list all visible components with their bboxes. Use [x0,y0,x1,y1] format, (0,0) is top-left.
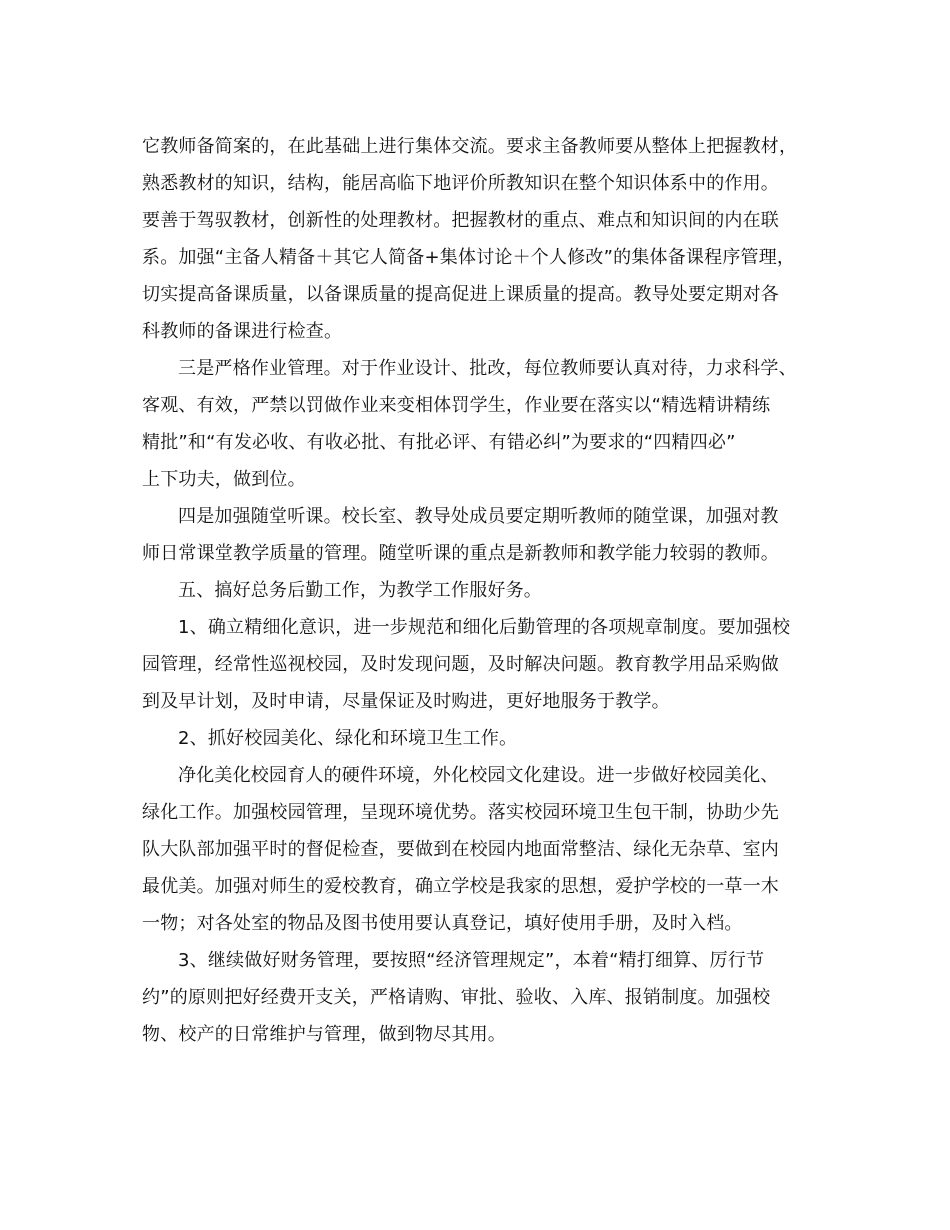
text-line: 园管理，经常性巡视校园，及时发现问题，及时解决问题。教育教学用品采购做 [142,654,779,675]
paragraph-start-line: 1、确立精细化意识，进一步规范和细化后勤管理的各项规章制度。要加强校 [178,617,791,638]
text-line: 物、校产的日常维护与管理，做到物尽其用。 [142,1024,506,1045]
document-body [142,128,822,1053]
text-line: 精批”和“有发必收、有收必批、有批必评、有错必纠”为要求的“四精四必” [142,432,736,453]
text-line: 绿化工作。加强校园管理，呈现环境优势。落实校园环境卫生包干制，协助少先 [142,802,779,823]
text-line: 上下功夫，做到位。 [142,469,306,490]
text-line: 科教师的备课进行检查。 [142,321,343,342]
paragraph-start-line: 3、继续做好财务管理，要按照“经济管理规定”，本着“精打细算、厉行节 [178,950,765,971]
paragraph-start-line: 四是加强随堂听课。校长室、教导处成员要定期听教师的随堂课，加强对教 [178,506,779,527]
text-line: 到及早计划，及时申请，尽量保证及时购进，更好地服务于教学。 [142,691,670,712]
text-line: 师日常课堂教学质量的管理。随堂听课的重点是新教师和教学能力较弱的教师。 [142,543,779,564]
text-line: 熟悉教材的知识，结构，能居高临下地评价所教知识在整个知识体系中的作用。 [142,173,779,194]
text-line: 队大队部加强平时的督促检查，要做到在校园内地面常整洁、绿化无杂草、室内 [142,839,779,860]
text-line: 客观、有效，严禁以罚做作业来变相体罚学生，作业要在落实以“精选精讲精练 [142,395,771,416]
text-line: 系。加强“主备人精备＋其它人简备+集体讨论＋个人修改”的集体备课程序管理， [142,247,796,268]
paragraph-start-line: 2、抓好校园美化、绿化和环境卫生工作。 [178,728,518,749]
text-line: 最优美。加强对师生的爱校教育，确立学校是我家的思想，爱护学校的一草一木 [142,876,779,897]
paragraph-start-line: 三是严格作业管理。对于作业设计、批改，每位教师要认真对待，力求科学、 [178,358,797,379]
text-line: 一物；对各处室的物品及图书使用要认真登记，填好使用手册，及时入档。 [142,913,743,934]
text-line: 约”的原则把好经费开支关，严格请购、审批、验收、入库、报销制度。加强校 [142,987,771,1008]
section-heading: 五、搞好总务后勤工作，为教学工作服好务。 [178,580,542,601]
text-line: 要善于驾驭教材，创新性的处理教材。把握教材的重点、难点和知识间的内在联 [142,210,779,231]
text-line: 它教师备简案的，在此基础上进行集体交流。要求主备教师要从整体上把握教材， [142,136,798,157]
paragraph-start-line: 净化美化校园育人的硬件环境，外化校园文化建设。进一步做好校园美化、 [178,765,779,786]
text-line: 切实提高备课质量，以备课质量的提高促进上课质量的提高。教导处要定期对各 [142,284,779,305]
